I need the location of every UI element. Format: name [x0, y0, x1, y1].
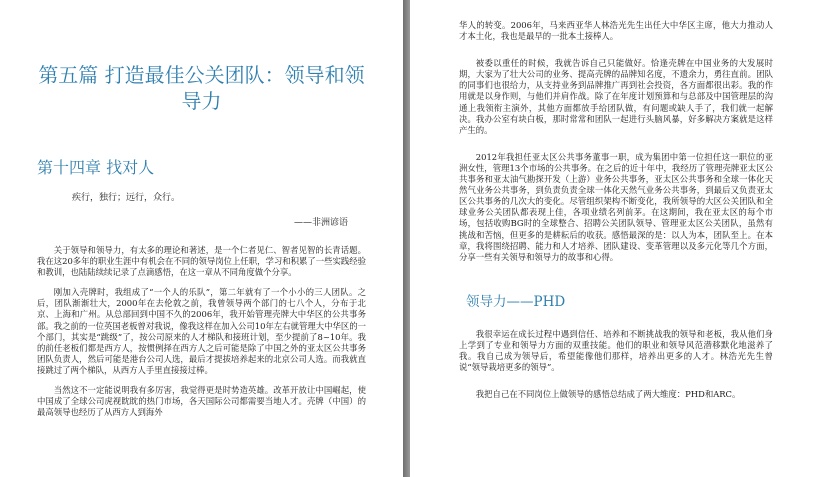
- part-title: 第五篇 打造最佳公关团队：领导和领导力: [38, 63, 365, 113]
- body-paragraph: 我很幸运在成长过程中遇到信任、培养和不断挑战我的领导和老板，我从他们身上学到了专业和领导力方面的双重技能。他们的职业和领导风范潜移默化地滋养了我。我自己成为领导后，希望能像他们那样，培养出更多的人才。林浩光先生曾说“领导栽培更多的领导”。: [459, 328, 773, 373]
- body-paragraph: 当然这不一定能说明我有多厉害，我觉得更是时势造英雄。改革开放让中国崛起，使中国成了全球公司虎视眈眈的热门市场，各天国际公司都需要当地人才。壳牌（中国）的最高领导也经历了从西方人到海外: [37, 385, 366, 418]
- body-paragraph: 关于领导和领导力，有太多的理论和著述，是一个仁者见仁、智者见智的长青话题。我在这20多年的职业生涯中有机会在不同的领导岗位上任职，学习和积累了一些实践经验和教训，也陆陆续续记录了点滴感悟，在这一章从不同角度做个分享。: [37, 245, 366, 278]
- right-page: [410, 0, 820, 477]
- chapter-title: 第十四章 找对人: [37, 158, 155, 177]
- page-gutter: [403, 0, 410, 477]
- section-title: 领导力——PHD: [466, 293, 566, 310]
- left-page: [0, 0, 403, 477]
- body-paragraph: 2012年我担任亚太区公共事务董事一职，成为集团中第一位担任这一职位的亚洲女性，管理13个市场的公共事务。在之后的近十年中，我经历了管理壳牌亚太区公共事务和亚太油气勘探开发（上游）业务公共事务，亚太区公共事务和全球一体化天然气业务公共事务，到负责负责全球一体化天然气业务公共事务，到最后又负责亚太区公共事务的几次大的变化。尽管组织架构不断变化，我所领导的大区公关团队和全球业务公关团队都表现上佳，各项业绩名列前茅。在这期间，我在亚太区的每个市场，包括收购BG时的全球整合、招聘公关团队领导、管理亚太区公关团队，虽然有挑战和苦恼，但更多的是耕耘后的收获。感悟最深的是：以人为本，团队至上。在本章，我将围绕招聘、能力和人才培养、团队建设、变革管理以及多元化等几个方面，分享一些有关领导和领导力的故事和心得。: [459, 151, 773, 262]
- body-paragraph: 刚加入壳牌时，我组成了“一个人的乐队”，第二年就有了一个小小的三人团队。之后，团队渐渐壮大，2000年在去伦敦之前，我曾领导两个部门的七八个人，分布于北京、上海和广州。从总部回到中国不久的2006年，我开始管理壳牌大中华区的公共事务部。我之前的一位英国老板曾对我说，像我这样在加入公司10年左右就管理大中华区的一个部门，其实是“跳级”了，按公司原来的人才梯队和接班计划，至少提前了8~10年。我的前任老板们都是西方人，按惯例择在西方人之后可能是除了中国之外的亚太区公共事务团队负责人，然后可能是港台公司人选，最后才提拔培养起来的北京公司人选。而我就直接跳过了两个梯队，从西方人手里直接接过棒。: [37, 287, 366, 375]
- body-paragraph: 华人的转变。2006年，马来西亚华人林浩光先生出任大中华区主席，他大力推动人才本土化，我也是最早的一批本土接棒人。: [459, 20, 773, 42]
- body-paragraph: 被委以重任的时候，我就告诉自己只能做好。恰逢壳牌在中国业务的大发展时期，大家为了壮大公司的业务、提高壳牌的品牌知名度，不遗余力，勇往直前。团队的同事们也很给力，从支持业务到品牌推广再到社会投资，各方面都很出彩。我的作用就是以身作则，与他们并肩作战。除了在年度计划预算和与总部及中国管理层的沟通上我领衔主演外，其他方面都放手给团队做，有问题或缺人手了，我们就一起解决。我办公室有块白板，那时常常和团队一起进行头脑风暴，好多解决方案就是这样产生的。: [459, 58, 773, 135]
- body-paragraph: 我把自己在不同岗位上做领导的感悟总结成了两大维度：PHD和ARC。: [475, 389, 741, 400]
- epigraph: 疾行，独行；远行，众行。: [72, 193, 181, 203]
- epigraph-attribution: ——非洲谚语: [293, 218, 348, 228]
